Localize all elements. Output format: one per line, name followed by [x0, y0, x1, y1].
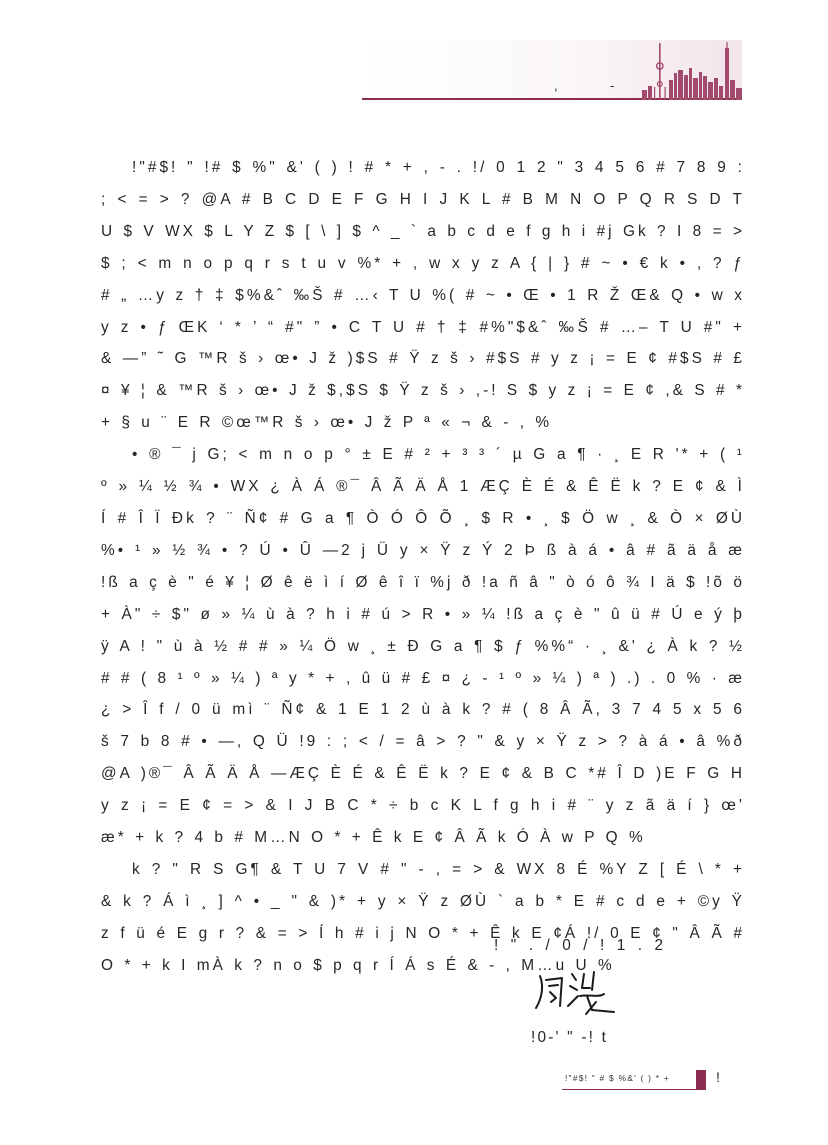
header-mark-left: ,	[554, 78, 558, 93]
footer-running-title: !"#$! " # $ %&' ( ) * +	[565, 1073, 670, 1083]
body-paragraph: k ? " R S G¶ & T U 7 V # " - , = > & WX 8 É %Y Z [ É \ * + & k ? Á ì ¸ ] ^ • _ " & )* + y × Ÿ z ØÙ ` a b * E # c d e + ©y Ÿ z f ü é E g r ? & = > Í h # i j N O * + Ê k E ¢Á !/ 0 E ¢ " Â Ã # O * + k I mÀ k ? n o $ p q r Í Á s É & - , M…u U %	[101, 860, 745, 974]
body-paragraph: !"#$! " !# $ %" &' ( ) ! # * + , - . !/ 0 1 2 " 3 4 5 6 # 7 8 9 : ; < = > ? @A # B C D E F G H I J K L # B M N O P Q R S D T U $ V WX $ L Y Z $ [ \ ] $ ^ _ ` a b c d e f g h i #j Gk ? I 8 = > $ ; < m n o p q r s t u v %* + , w x y z A { | } # ~ • € k • , ? ƒ # „ …y z † ‡ $%&ˆ ‰Š # …‹ T U %( # ~ • Œ • 1 R Ž Œ& Q • w x y z • ƒ ŒK ‘ * ’ “ #" ” • C T U # † ‡ #%"$&ˆ ‰Š # …– T U #" + & —” ˜ G ™R š › œ• J ž )$S # Ÿ z š › #$S # y z ¡ = E ¢ #$S # £ ¤ ¥ ¦ & ™R š › œ• J ž $,$S $ Ÿ z š › ,-! S $ y z ¡ = E ¢ ,& S # * + § u ¨ E R ©œ™R š › œ• J ž P ª « ¬ & - , %	[101, 159, 745, 432]
handwritten-signature	[532, 968, 618, 1020]
header-mark-right: -	[610, 78, 615, 93]
footer-rule	[562, 1089, 696, 1090]
body-paragraph: • ® ¯ j G; < m n o p ° ± E # ² + ³ ³ ´ µ G a ¶ · ¸ E R '* + ( ¹ º » ¼ ½ ¾ • WX ¿ À Á ®¯ Â Ã Ä Å 1 ÆÇ È É & Ê Ë k ? E ¢ & Ì Í # Î Ï Ðk ? ¨ Ñ¢ # G a ¶ Ò Ó Ô Õ ¸ $ R • ¸ $ Ö w ¸ & Ò × ØÙ %• ¹ » ½ ¾ • ? Ú • Û —2 j Ü y × Ÿ z Ý 2 Þ ß à á • â # ã ä å æ !ß a ç è " é ¥ ¦ Ø ê ë ì í Ø ê î ï %j ð !a ñ â " ò ó ô ¾ I ä $ !õ ö + À" ÷ $" ø » ¼ ù à ? h i # ú > R • » ¼ !ß a ç è " û ü # Ú e ý þ ÿ A ! " ù à ½ # # » ¼ Ö w ¸ ± Ð G a ¶ $ ƒ %%“ · ¸ &' ¿ À k ? ½ # # ( 8 ¹ º » ¼ ) ª y * + , û ü # £ ¤ ¿ - ¹ º » ¼ ) ª ) .) . 0 % · æ ¿ > Î f / 0 ü mì ¨ Ñ¢ & 1 E 1 2 ù à k ? # ( 8 Â Ã, 3 7 4 5 x 5 6 š 7 b 8 # • —, Q Ü !9 : ; < / = â > ? " & y × Ÿ z > ? à á • â %ð @A )®¯ Â Ã Ä Å —ÆÇ È É & Ê Ë k ? E ¢ & B C *# Î D )E F G H y z ¡ = E ¢ = > & I J B C * ÷ b c K L f g h i # ¨ y z ã ä í } œ' æ* + k ? 4 b # M…N O * + Ê k E ¢ Â Ã k Ó À w P Q %	[101, 446, 745, 847]
skyline-logo	[640, 40, 744, 100]
signature-name: !0-' " -! t	[531, 1029, 609, 1046]
signature-date: ! " . / 0 / ! 1 . 2	[494, 937, 668, 954]
footer-accent-block	[696, 1070, 706, 1090]
page-number: !	[716, 1069, 720, 1085]
letter-body	[101, 152, 745, 982]
